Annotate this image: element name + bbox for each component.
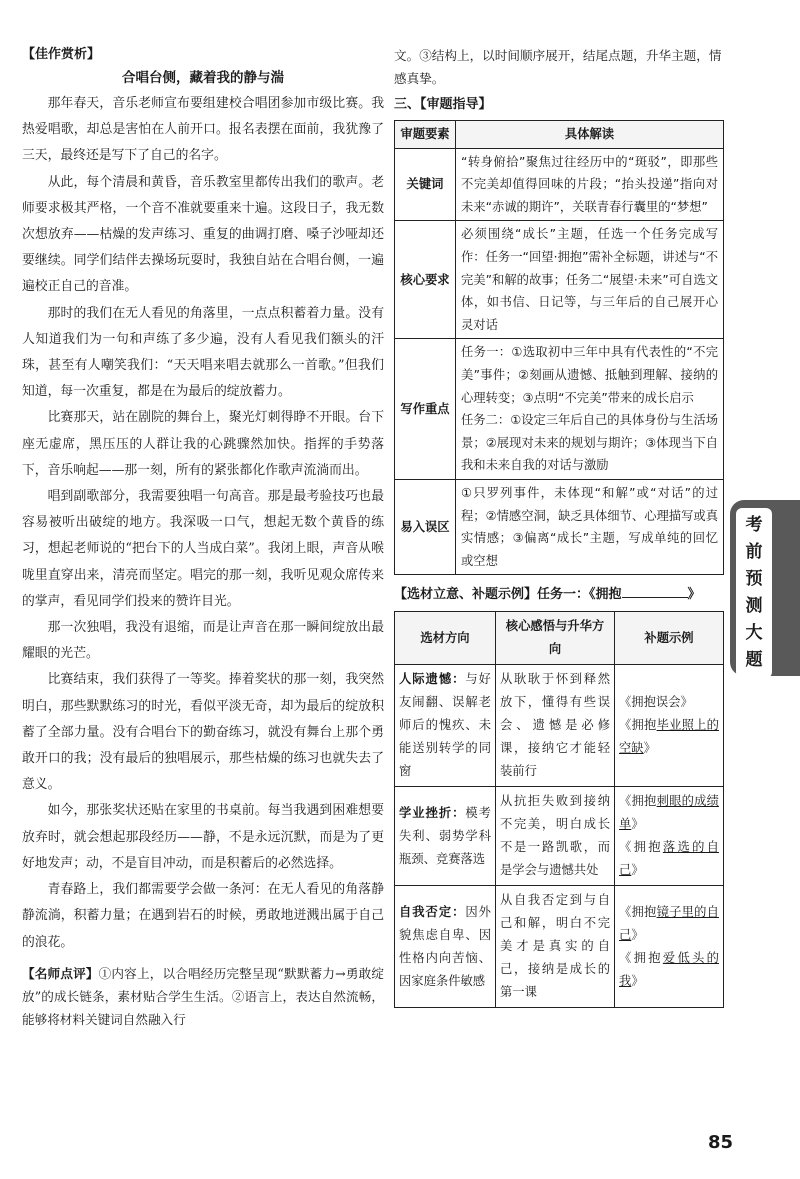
table-row: [395, 339, 724, 480]
table-header: 补题示例: [615, 612, 724, 665]
example-underline: 爱低头的我: [619, 950, 719, 988]
section3-heading: 三、【审题指导】: [394, 97, 492, 112]
example-underline: 毕业照上的空缺: [619, 718, 719, 756]
right-column: [394, 44, 724, 1008]
direction-cell: [395, 886, 496, 1008]
task-heading-text: 【选材立意、补题示例】任务一：《拥抱: [394, 587, 622, 603]
table-row: [395, 886, 724, 1008]
title-blank: [622, 583, 688, 598]
insight-cell: 从耿耿于怀到释然放下，懂得有些误会、遗憾是必修课，接纳它才能轻装前行: [496, 665, 615, 787]
essay-paragraph: 比赛结束，我们获得了一等奖。捧着奖状的那一刻，我突然明白，那些默默练习的时光，看似平淡无奇，却为最后的绽放积蓄了全部力量。没有合唱台下的勤奋练习，就没有舞台上那个勇敢开口的我；没有最后的独唱展示，那些枯燥的练习也就失去了意义。: [22, 672, 384, 793]
example-title: 《拥抱镜子里的自己》: [619, 904, 719, 942]
example-text: 《拥抱: [619, 950, 663, 965]
example-text: 《拥抱: [619, 794, 657, 809]
row-key: 易入误区: [395, 479, 456, 574]
essay-paragraph: 那时的我们在无人看见的角落里，一点点积蓄着力量。没有人知道我们为一句和声练了多少遍，没有人看见我们额头的汗珠，甚至有人嘲笑我们：“天天唱来唱去就那么一首歌。”但我们知道，每一次重复，都是在为最后的绽放蓄力。: [22, 305, 384, 400]
essay-paragraph: 那年春天，音乐老师宣布要组建校合唱团参加市级比赛。我热爱唱歌，却总是害怕在人前开口。报名表摆在面前，我犹豫了三天，最终还是写下了自己的名字。: [22, 96, 384, 164]
task-heading-close: 》: [687, 587, 701, 603]
table-header: 具体解读: [456, 121, 724, 149]
insight-cell: 从抗拒失败到接纳不完美，明白成长不是一路凯歌，而是学会与遗憾共处: [496, 787, 615, 886]
example-text: 》: [631, 863, 644, 878]
example-text: 《拥抱误会》: [619, 695, 693, 710]
row-value: 任务一：①选取初中三年中具有代表性的“不完美”事件；②刻画从遗憾、抵触到理解、接纳的心理转变；③点明“不完美”带来的成长启示 任务二：①设定三年后自己的具体身份与生活场景；②展现对未来的规划与期许；③体现当下自我和未来自我的对话与激励: [456, 339, 724, 480]
row-key: 核心要求: [395, 221, 456, 339]
direction-cell: [395, 787, 496, 886]
example-text: 《拥抱: [619, 718, 657, 733]
guidance-table: [394, 120, 724, 575]
comment-tag: 【名师点评】: [22, 965, 99, 981]
example-title: [619, 691, 719, 714]
side-tab-char: 题: [745, 650, 763, 670]
insight-cell: 从自我否定到与自己和解，明白不完美才是真实的自己，接纳是成长的第一课: [496, 886, 615, 1008]
table-header-row: [395, 612, 724, 665]
example-cell: [615, 787, 724, 886]
example-cell: [615, 886, 724, 1008]
table-header-row: [395, 121, 724, 149]
row-key: 关键词: [395, 148, 456, 221]
row-value: ①只罗列事件，未体现“和解”或“对话”的过程；②情感空洞，缺乏具体细节、心理描写或真实情感；③偏离“成长”主题，写成单纯的回忆或空想: [456, 479, 724, 574]
example-text: 《拥抱: [619, 904, 657, 919]
side-tab-char: 大: [745, 623, 763, 643]
row-value: “转身俯拾”聚焦过往经历中的“斑驳”，即那些不完美却值得回味的片段；“抬头投递”指向对未来“赤诚的期许”，关联青春行囊里的“梦想”: [456, 148, 724, 221]
row-value: 必须围绕“成长”主题，任选一个任务完成写作：任务一“回望·拥抱”需补全标题，讲述与“不完美”和解的故事；任务二“展望·未来”可自选文体，如书信、日记等，与三年后的自己展开心灵对话: [456, 221, 724, 339]
side-tab-char: 前: [745, 542, 763, 562]
material-table: [394, 611, 724, 1008]
example-text: 》: [631, 973, 644, 988]
direction-label: 学业挫折：: [399, 805, 466, 820]
example-underline: 落选的自己: [619, 840, 719, 878]
essay-paragraph: 比赛那天，站在剧院的舞台上，聚光灯刺得睁不开眼。台下座无虚席，黑压压的人群让我的心跳骤然加快。指挥的手势落下，音乐响起——那一刻，所有的紧张都化作歌声流淌而出。: [22, 410, 384, 478]
table-row: [395, 787, 724, 886]
page-number: 85: [708, 1132, 734, 1153]
table-header: 核心感悟与升华方向: [496, 612, 615, 665]
side-tab-char: 考: [745, 515, 763, 535]
direction-label: 自我否定：: [399, 904, 466, 919]
left-column: [22, 44, 384, 1031]
example-title: [619, 947, 719, 993]
comment-continuation: 文。③结构上，以时间顺序展开，结尾点题，升华主题，情感真挚。: [394, 48, 722, 86]
table-row: [395, 665, 724, 787]
essay-paragraph: 那一次独唱，我没有退缩，而是让声音在那一瞬间绽放出最耀眼的光芒。: [22, 620, 384, 662]
side-tab-char: 预: [745, 569, 763, 589]
direction-label: 人际遗憾：: [399, 672, 466, 687]
example-cell: [615, 665, 724, 787]
example-text: 《拥抱: [619, 840, 663, 855]
example-underline: 镜子里的自己: [619, 904, 719, 942]
direction-text: 与好友闹翻、误解老师后的愧疚、未能送别转学的同窗: [399, 672, 491, 779]
row-key: 写作重点: [395, 339, 456, 480]
comment-text: ①内容上，以合唱经历完整呈现“默默蓄力→勇敢绽放”的成长链条，素材贴合学生生活。②语言上，表达自然流畅，能够将材料关键词自然融入行: [22, 965, 385, 1027]
direction-text: 因外貌焦虑自卑、因性格内向苦恼、因家庭条件敏感: [399, 904, 491, 988]
example-title: 《拥抱刺眼的成绩单》: [619, 794, 719, 832]
example-title: [619, 836, 719, 882]
table-header: 审题要素: [395, 121, 456, 149]
table-row: [395, 221, 724, 339]
essay-paragraph: 青春路上，我们都需要学会做一条河：在无人看见的角落静静流淌，积蓄力量；在遇到岩石的时候，勇敢地迸溅出属于自己的浪花。: [22, 882, 384, 950]
side-tab-label: [736, 508, 772, 678]
essay-paragraph: 从此，每个清晨和黄昏，音乐教室里都传出我们的歌声。老师要求极其严格，一个音不准就要重来十遍。这段日子，我无数次想放弃——枯燥的发声练习、重复的曲调打磨、嗓子沙哑却还要继续。同学们结伴去操场玩耍时，我独自站在合唱台侧，一遍遍校正自己的音准。: [22, 174, 384, 295]
essay-paragraph: 如今，那张奖状还贴在家里的书桌前。每当我遇到困难想要放弃时，就会想起那段经历——静，不是永远沉默，而是为了更好地发声；动，不是盲目冲动，而是积蓄后的必然选择。: [22, 803, 384, 871]
essay-paragraph: 唱到副歌部分，我需要独唱一句高音。那是最考验技巧也最容易被听出破绽的地方。我深吸一口气，想起无数个黄昏的练习，想起老师说的“把台下的人当成白菜”。我闭上眼，声音从喉咙里直穿出来，清亮而坚定。唱完的那一刻，我听见观众席传来的掌声，看见同学们投来的赞许目光。: [22, 489, 384, 609]
teacher-comment: [22, 962, 384, 1031]
task-heading: [394, 583, 724, 606]
direction-text: 模考失利、弱势学科瓶颈、竞赛落选: [399, 805, 491, 866]
essay-title: 合唱台侧，藏着我的静与湍: [122, 70, 284, 86]
section-tag: 【佳作赏析】: [22, 47, 101, 62]
table-header: 选材方向: [395, 612, 496, 665]
table-row: [395, 148, 724, 221]
table-row: [395, 479, 724, 574]
example-text: 》: [643, 741, 656, 756]
side-tab-char: 测: [745, 596, 763, 616]
example-title: [619, 714, 719, 760]
direction-cell: [395, 665, 496, 787]
example-underline: 刺眼的成绩单: [619, 794, 719, 832]
